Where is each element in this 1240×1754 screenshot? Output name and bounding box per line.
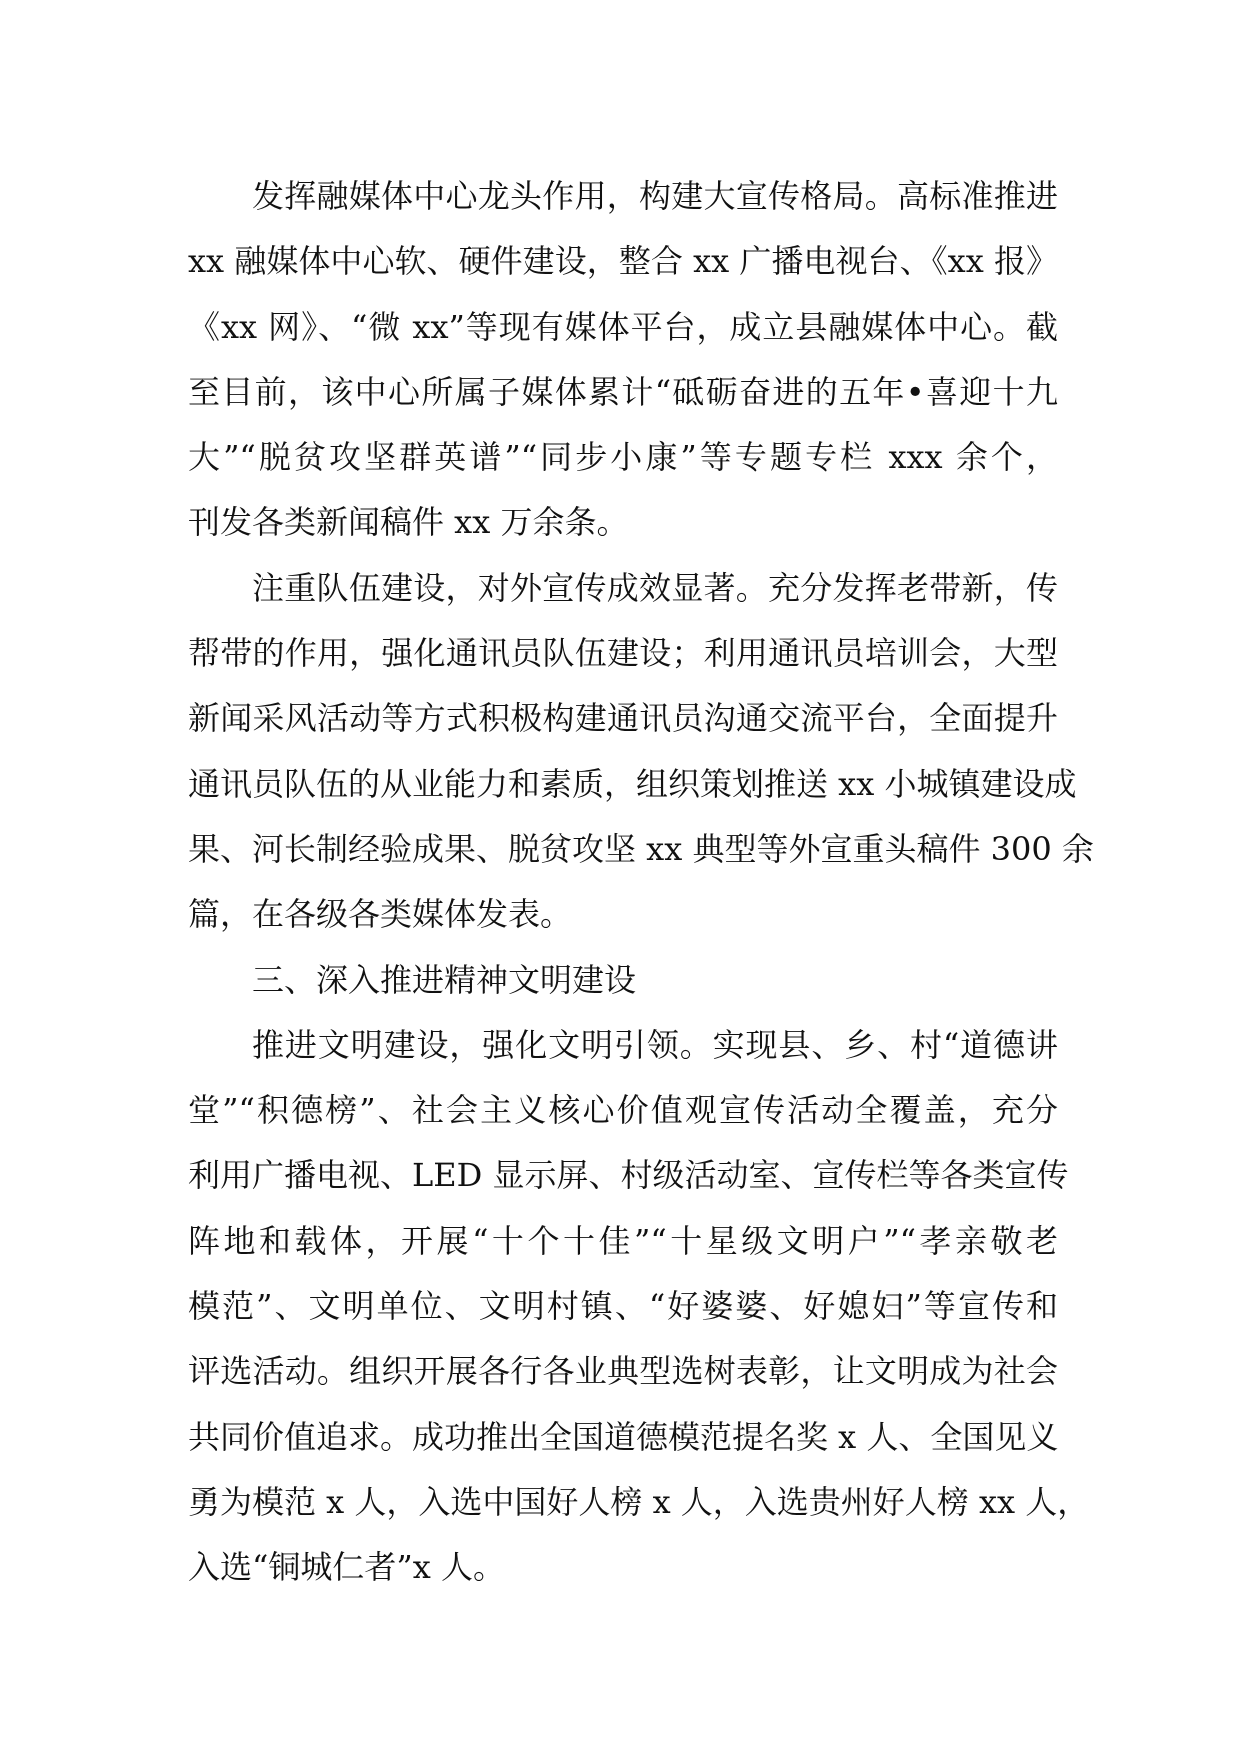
text-line: 注重队伍建设，对外宣传成效显著。充分发挥老带新，传 — [252, 568, 1058, 607]
paragraph-civilization — [188, 1013, 1090, 1601]
section-heading — [188, 948, 1058, 1013]
text-line: 篇，在各级各类媒体发表。 — [188, 895, 573, 934]
text-line: 推进文明建设，强化文明引领。实现县、乡、村“道德讲 — [252, 1025, 1058, 1064]
text-line: xx 融媒体中心软、硬件建设，整合 xx 广播电视台、《xx 报》 — [188, 242, 1058, 281]
text-line: 新闻采风活动等方式积极构建通讯员沟通交流平台，全面提升 — [188, 699, 1058, 738]
section-heading-text: 三、深入推进精神文明建设 — [252, 960, 637, 999]
document-body — [188, 164, 1094, 1601]
text-line: 模范”、文明单位、文明村镇、“好婆婆、好媳妇”等宣传和 — [188, 1287, 1058, 1326]
text-line: 入选“铜城仁者”x 人。 — [188, 1548, 505, 1587]
text-line: 帮带的作用，强化通讯员队伍建设；利用通讯员培训会，大型 — [188, 634, 1058, 673]
text-line: 勇为模范 x 人，入选中国好人榜 x 人，入选贵州好人榜 xx 人， — [188, 1482, 1090, 1521]
text-line: 阵地和载体，开展“十个十佳”“十星级文明户”“孝亲敬老 — [188, 1221, 1058, 1260]
text-line: 刊发各类新闻稿件 xx 万余条。 — [188, 503, 629, 542]
text-line: 大”“脱贫攻坚群英谱”“同步小康”等专题专栏 xxx 余个， — [188, 438, 1058, 477]
text-line: 评选活动。组织开展各行各业典型选树表彰，让文明成为社会 — [188, 1352, 1058, 1391]
paragraph-media-center — [188, 164, 1058, 556]
text-line: 共同价值追求。成功推出全国道德模范提名奖 x 人、全国见义 — [188, 1417, 1059, 1456]
text-line: 《xx 网》、“微 xx”等现有媒体平台，成立县融媒体中心。截 — [188, 307, 1058, 346]
text-line: 至目前，该中心所属子媒体累计“砥砺奋进的五年•喜迎十九 — [188, 372, 1058, 411]
paragraph-team-building — [188, 556, 1094, 948]
text-line: 堂”“积德榜”、社会主义核心价值观宣传活动全覆盖，充分 — [188, 1091, 1058, 1130]
text-line: 通讯员队伍的从业能力和素质，组织策划推送 xx 小城镇建设成 — [188, 764, 1077, 803]
text-line: 发挥融媒体中心龙头作用，构建大宣传格局。高标准推进 — [252, 177, 1058, 215]
text-line: 果、河长制经验成果、脱贫攻坚 xx 典型等外宣重头稿件 300 余 — [188, 829, 1094, 868]
text-line: 利用广播电视、LED 显示屏、村级活动室、宣传栏等各类宣传 — [188, 1156, 1069, 1195]
